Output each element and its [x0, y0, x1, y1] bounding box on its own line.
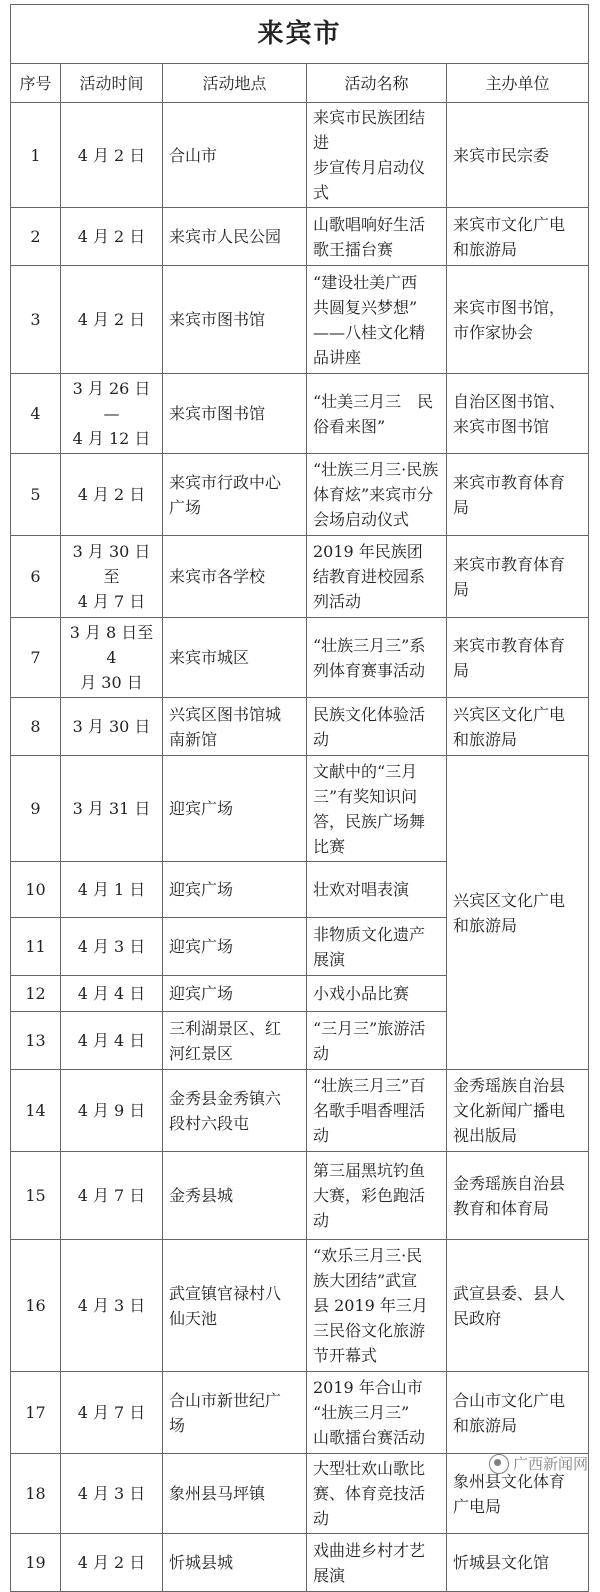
row-place: 来宾市图书馆 — [163, 374, 307, 454]
table-row — [11, 1534, 589, 1592]
row-activity: “壮美三月三 民 俗看来图” — [307, 374, 447, 454]
row-time: 4 月 1 日 — [61, 862, 163, 918]
table-row — [11, 1240, 589, 1372]
row-no: 14 — [11, 1070, 61, 1152]
row-time: 4 月 4 日 — [61, 1012, 163, 1070]
row-no: 12 — [11, 976, 61, 1012]
row-place: 金秀县城 — [163, 1152, 307, 1240]
table-row — [11, 698, 589, 756]
row-place: 三利湖景区、红 河红景区 — [163, 1012, 307, 1070]
row-no: 9 — [11, 756, 61, 862]
table-row — [11, 103, 589, 208]
row-organizer: 来宾市民宗委 — [447, 103, 589, 208]
row-place: 金秀县金秀镇六 段村六段屯 — [163, 1070, 307, 1152]
row-no: 5 — [11, 454, 61, 536]
row-activity: 壮欢对唱表演 — [307, 862, 447, 918]
row-place: 迎宾广场 — [163, 756, 307, 862]
row-activity: 2019 年民族团 结教育进校园系 列活动 — [307, 536, 447, 618]
row-activity: 大型壮欢山歌比 赛、体育竞技活动 — [307, 1454, 447, 1534]
row-no: 15 — [11, 1152, 61, 1240]
row-time: 3 月 26 日— 4 月 12 日 — [61, 374, 163, 454]
row-organizer: 兴宾区文化广电 和旅游局 — [447, 756, 589, 1070]
row-no: 2 — [11, 208, 61, 266]
row-activity: 山歌唱响好生活 歌王擂台赛 — [307, 208, 447, 266]
row-time: 4 月 7 日 — [61, 1372, 163, 1454]
row-time: 4 月 7 日 — [61, 1152, 163, 1240]
row-place: 来宾市行政中心 广场 — [163, 454, 307, 536]
row-activity: 民族文化体验活 动 — [307, 698, 447, 756]
table-row — [11, 536, 589, 618]
row-no: 1 — [11, 103, 61, 208]
row-activity: “壮族三月三·民族 体育炫”来宾市分 会场启动仪式 — [307, 454, 447, 536]
row-no: 17 — [11, 1372, 61, 1454]
row-no: 13 — [11, 1012, 61, 1070]
row-organizer: 来宾市教育体育 局 — [447, 618, 589, 698]
row-place: 来宾市城区 — [163, 618, 307, 698]
table-row — [11, 618, 589, 698]
row-time: 3 月 30 日 — [61, 698, 163, 756]
table-row — [11, 208, 589, 266]
row-place: 武宣镇官禄村八 仙天池 — [163, 1240, 307, 1372]
row-place: 合山市 — [163, 103, 307, 208]
row-activity: 文献中的“三月 三”有奖知识问 答，民族广场舞 比赛 — [307, 756, 447, 862]
row-place: 迎宾广场 — [163, 918, 307, 976]
row-time: 3 月 31 日 — [61, 756, 163, 862]
row-organizer: 忻城县文化馆 — [447, 1534, 589, 1592]
row-time: 4 月 2 日 — [61, 266, 163, 374]
row-no: 4 — [11, 374, 61, 454]
row-organizer: 自治区图书馆、 来宾市图书馆 — [447, 374, 589, 454]
table-row — [11, 1070, 589, 1152]
table-row — [11, 1372, 589, 1454]
row-place: 忻城县城 — [163, 1534, 307, 1592]
row-activity: 戏曲进乡村才艺 展演 — [307, 1534, 447, 1592]
row-no: 11 — [11, 918, 61, 976]
row-organizer: 武宣县委、县人 民政府 — [447, 1240, 589, 1372]
row-time: 4 月 2 日 — [61, 103, 163, 208]
table-row — [11, 266, 589, 374]
row-time: 4 月 3 日 — [61, 1454, 163, 1534]
row-time: 4 月 4 日 — [61, 976, 163, 1012]
row-no: 10 — [11, 862, 61, 918]
row-activity: 非物质文化遗产 展演 — [307, 918, 447, 976]
row-organizer: 来宾市教育体育 局 — [447, 454, 589, 536]
row-place: 合山市新世纪广 场 — [163, 1372, 307, 1454]
row-time: 3 月 30 日至 4 月 7 日 — [61, 536, 163, 618]
schedule-sheet — [10, 4, 588, 1592]
header-time: 活动时间 — [61, 64, 163, 103]
table-row — [11, 1152, 589, 1240]
row-time: 4 月 3 日 — [61, 918, 163, 976]
activity-table — [10, 4, 589, 1592]
row-activity: 2019 年合山市 “壮族三月三” 山歌擂台赛活动 — [307, 1372, 447, 1454]
table-row — [11, 756, 589, 862]
row-no: 16 — [11, 1240, 61, 1372]
header-no: 序号 — [11, 64, 61, 103]
row-place: 来宾市人民公园 — [163, 208, 307, 266]
row-no: 3 — [11, 266, 61, 374]
row-organizer: 象州县文化体育 广电局 — [447, 1454, 589, 1534]
watermark-text: 广西新闻网 — [512, 1455, 588, 1473]
row-activity: “三月三”旅游活 动 — [307, 1012, 447, 1070]
row-place: 来宾市各学校 — [163, 536, 307, 618]
row-activity: 来宾市民族团结进 步宣传月启动仪式 — [307, 103, 447, 208]
table-row — [11, 374, 589, 454]
row-no: 18 — [11, 1454, 61, 1534]
watermark — [489, 1453, 588, 1474]
header-name: 活动名称 — [307, 64, 447, 103]
row-place: 迎宾广场 — [163, 862, 307, 918]
table-title: 来宾市 — [11, 5, 589, 64]
header-place: 活动地点 — [163, 64, 307, 103]
chat-bubble-icon — [489, 1454, 509, 1474]
row-place: 兴宾区图书馆城 南新馆 — [163, 698, 307, 756]
row-no: 6 — [11, 536, 61, 618]
row-time: 4 月 2 日 — [61, 454, 163, 536]
row-place: 象州县马坪镇 — [163, 1454, 307, 1534]
row-place: 迎宾广场 — [163, 976, 307, 1012]
table-row — [11, 454, 589, 536]
row-organizer: 金秀瑶族自治县 文化新闻广播电 视出版局 — [447, 1070, 589, 1152]
row-no: 7 — [11, 618, 61, 698]
row-no: 8 — [11, 698, 61, 756]
row-organizer: 合山市文化广电 和旅游局 — [447, 1372, 589, 1454]
row-time: 3 月 8 日至 4 月 30 日 — [61, 618, 163, 698]
row-organizer: 来宾市图书馆， 市作家协会 — [447, 266, 589, 374]
row-activity: “建设壮美广西 共圆复兴梦想” ——八桂文化精 品讲座 — [307, 266, 447, 374]
row-organizer: 来宾市教育体育 局 — [447, 536, 589, 618]
row-no: 19 — [11, 1534, 61, 1592]
header-org: 主办单位 — [447, 64, 589, 103]
row-activity: 小戏小品比赛 — [307, 976, 447, 1012]
row-organizer: 兴宾区文化广电 和旅游局 — [447, 698, 589, 756]
row-time: 4 月 2 日 — [61, 208, 163, 266]
row-time: 4 月 2 日 — [61, 1534, 163, 1592]
row-activity: “壮族三月三”系 列体育赛事活动 — [307, 618, 447, 698]
row-activity: “欢乐三月三·民 族大团结”武宣 县 2019 年三月 三民俗文化旅游 节开幕式 — [307, 1240, 447, 1372]
row-place: 来宾市图书馆 — [163, 266, 307, 374]
row-activity: 第三届黑坑钓鱼 大赛，彩色跑活 动 — [307, 1152, 447, 1240]
row-time: 4 月 3 日 — [61, 1240, 163, 1372]
row-activity: “壮族三月三”百 名歌手唱香哩活 动 — [307, 1070, 447, 1152]
row-organizer: 金秀瑶族自治县 教育和体育局 — [447, 1152, 589, 1240]
row-organizer: 来宾市文化广电 和旅游局 — [447, 208, 589, 266]
row-time: 4 月 9 日 — [61, 1070, 163, 1152]
